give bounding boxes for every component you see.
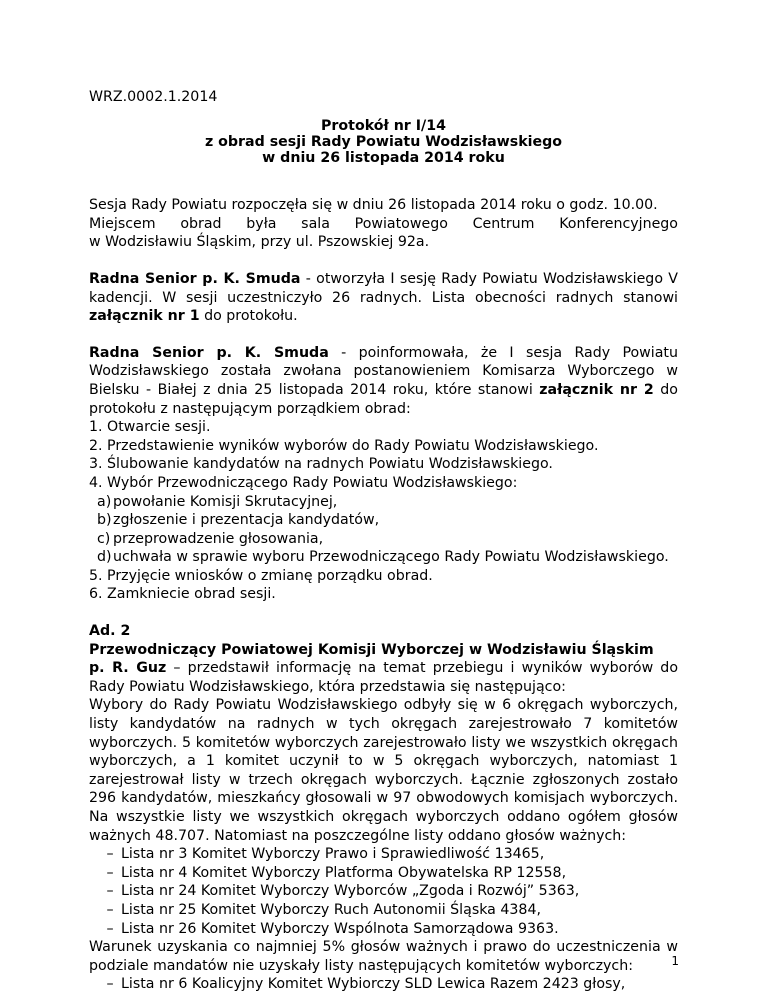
attachment-ref: załącznik nr 2 [539,381,654,398]
agenda-item: 6. Zamkniecie obrad sesji. [89,586,276,603]
list-item [89,864,678,883]
dash-bullet: – [106,883,114,900]
paragraph-text: do protokołu z następującym porządkiem obrad: [89,381,678,417]
agenda-list [89,418,678,604]
dash-bullet: – [106,976,114,993]
sub-agenda-list [89,493,678,567]
ad2-intro [89,659,678,696]
speaker-name: Radna Senior p. K. Smuda [89,270,301,287]
sub-agenda-text: zgłoszenie i prezentacja kandydatów, [113,512,380,529]
dash-bullet: – [106,901,114,918]
list-item [89,882,678,901]
list-text: Lista nr 26 Komitet Wyborczy Wspólnota Samorządowa 9363. [121,920,559,937]
excluded-lists [89,975,678,994]
speaker-name: p. R. Guz [89,660,167,677]
list-item [89,920,678,939]
senior-opening-paragraph [89,270,678,326]
list-item [89,975,678,994]
list-text: Lista nr 24 Komitet Wyborczy Wyborców „Zgoda i Rozwój” 5363, [121,883,580,900]
dash-bullet: – [106,864,114,881]
agenda-item: 1. Otwarcie sesji. [89,419,211,436]
attachment-ref: załącznik nr 1 [89,308,200,325]
section-subheading [89,641,678,660]
document-page [89,88,678,994]
ad2-section [89,622,678,994]
list-text: Lista nr 25 Komitet Wyborczy Ruch Autonomii Śląska 4384, [121,901,541,918]
sub-agenda-text: przeprowadzenie głosowania, [113,530,324,547]
agenda-item: 4. Wybór Przewodniczącego Rady Powiatu Wodzisławskiego: [89,474,518,491]
list-text: Lista nr 6 Koalicyjny Komitet Wybiorczy SLD Lewica Razem 2423 głosy, [121,976,626,993]
speaker-name: Radna Senior p. K. Smuda [89,344,329,361]
document-title [89,118,678,167]
title-line: w dniu 26 listopada 2014 roku [262,150,505,166]
paragraph-text: do protokołu. [199,308,298,325]
sub-agenda-item [97,511,678,530]
sub-agenda-text: powołanie Komisji Skrutacyjnej, [113,493,338,510]
chairman-title: Przewodniczący Powiatowej Komisji Wyborczej w Wodzisławiu Śląskim [89,641,654,658]
agenda-item: 2. Przedstawienie wyników wyborów do Rady Powiatu Wodzisławskiego. [89,437,599,454]
paragraph-text: - poinformowała, że I sesja Rady Powiatu Wodzisławskiego została zwołana postanowieniem Komisarza Wyborczego w Bielsku - Białej z dnia 25 listopada 2014 roku, które stanowi [89,344,678,398]
dash-bullet: – [106,846,114,863]
agenda-item: 5. Przyjęcie wniosków o zmianę porządku obrad. [89,567,433,584]
dash-bullet: – [106,920,114,937]
sub-agenda-item [97,548,678,567]
section-number: Ad. 2 [89,623,131,640]
section-heading [89,622,678,641]
sub-agenda-text: uchwała w sprawie wyboru Przewodniczącego Rady Powiatu Wodzisławskiego. [113,549,669,566]
list-text: Lista nr 4 Komitet Wyborczy Platforma Obywatelska RP 12558, [121,864,567,881]
agenda-item: 3. Ślubowanie kandydatów na radnych Powiatu Wodzisławskiego. [89,456,553,473]
list-item [89,845,678,864]
threshold-paragraph: Warunek uzyskania co najmniej 5% głosów ważnych i prawo do uczestniczenia w podziale mandatów nie uzyskały listy następujących komitetów wyborczych: [89,939,678,974]
paragraph-text: – przedstawił informację na temat przebiegu i wyników wyborów do Rady Powiatu Wodzisławskiego, która przedstawia się następująco: [89,660,678,695]
paragraph-text: - otworzyła I sesję Rady Powiatu Wodzisławskiego V kadencji. W sesji uczestniczyło 26 radnych. Lista obecności radnych stanowi [89,270,678,306]
ad2-body: Wybory do Rady Powiatu Wodzisławskiego odbyły się w 6 okręgach wyborczych, listy kandydatów na radnych w tych okręgach zarejestrowało 7 komitetów wyborczych. 5 komitetów wyborczych zarejestrowało listy we wszystkich okręgach wyborczych, a 1 komitet uczynił to w 5 okręgach wyborczych, natomiast 1 zarejestrował listy w trzech okręgach wyborczych. Łącznie zgłoszonych zostało 296 kandydatów, mieszkańcy głosowali w 97 obwodowych komisjach wyborczych. Na wszystkie listy we wszystkich okręgach wyborczych oddano ogółem głosów ważnych 48.707. Natomiast na poszczególne listy oddano głosów ważnych: [89,697,678,844]
list-text: Lista nr 3 Komitet Wyborczy Prawo i Sprawiedliwość 13465, [121,846,545,863]
sub-agenda-item [97,530,678,549]
paragraph-line: w Wodzisławiu Śląskim, przy ul. Pszowskiej 92a. [89,234,430,251]
sub-agenda-label: d) [97,549,112,566]
opening-paragraph [89,196,678,252]
reference-number: WRZ.0002.1.2014 [89,89,218,105]
sub-agenda-label: a) [97,493,112,510]
valid-lists [89,845,678,938]
senior-agenda-paragraph [89,344,678,418]
sub-agenda-label: b) [97,512,112,529]
list-item [89,901,678,920]
title-line: Protokół nr I/14 [321,117,446,134]
paragraph-line: Sesja Rady Powiatu rozpoczęła się w dniu 26 listopada 2014 roku o godz. 10.00. [89,197,658,214]
sub-agenda-item [97,493,678,512]
sub-agenda-label: c) [97,530,111,547]
page-number: 1 [671,954,679,968]
title-line: z obrad sesji Rady Powiatu Wodzisławskiego [204,133,563,150]
paragraph-line: Miejscem obrad była sala Powiatowego Centrum Konferencyjnego [89,215,678,232]
